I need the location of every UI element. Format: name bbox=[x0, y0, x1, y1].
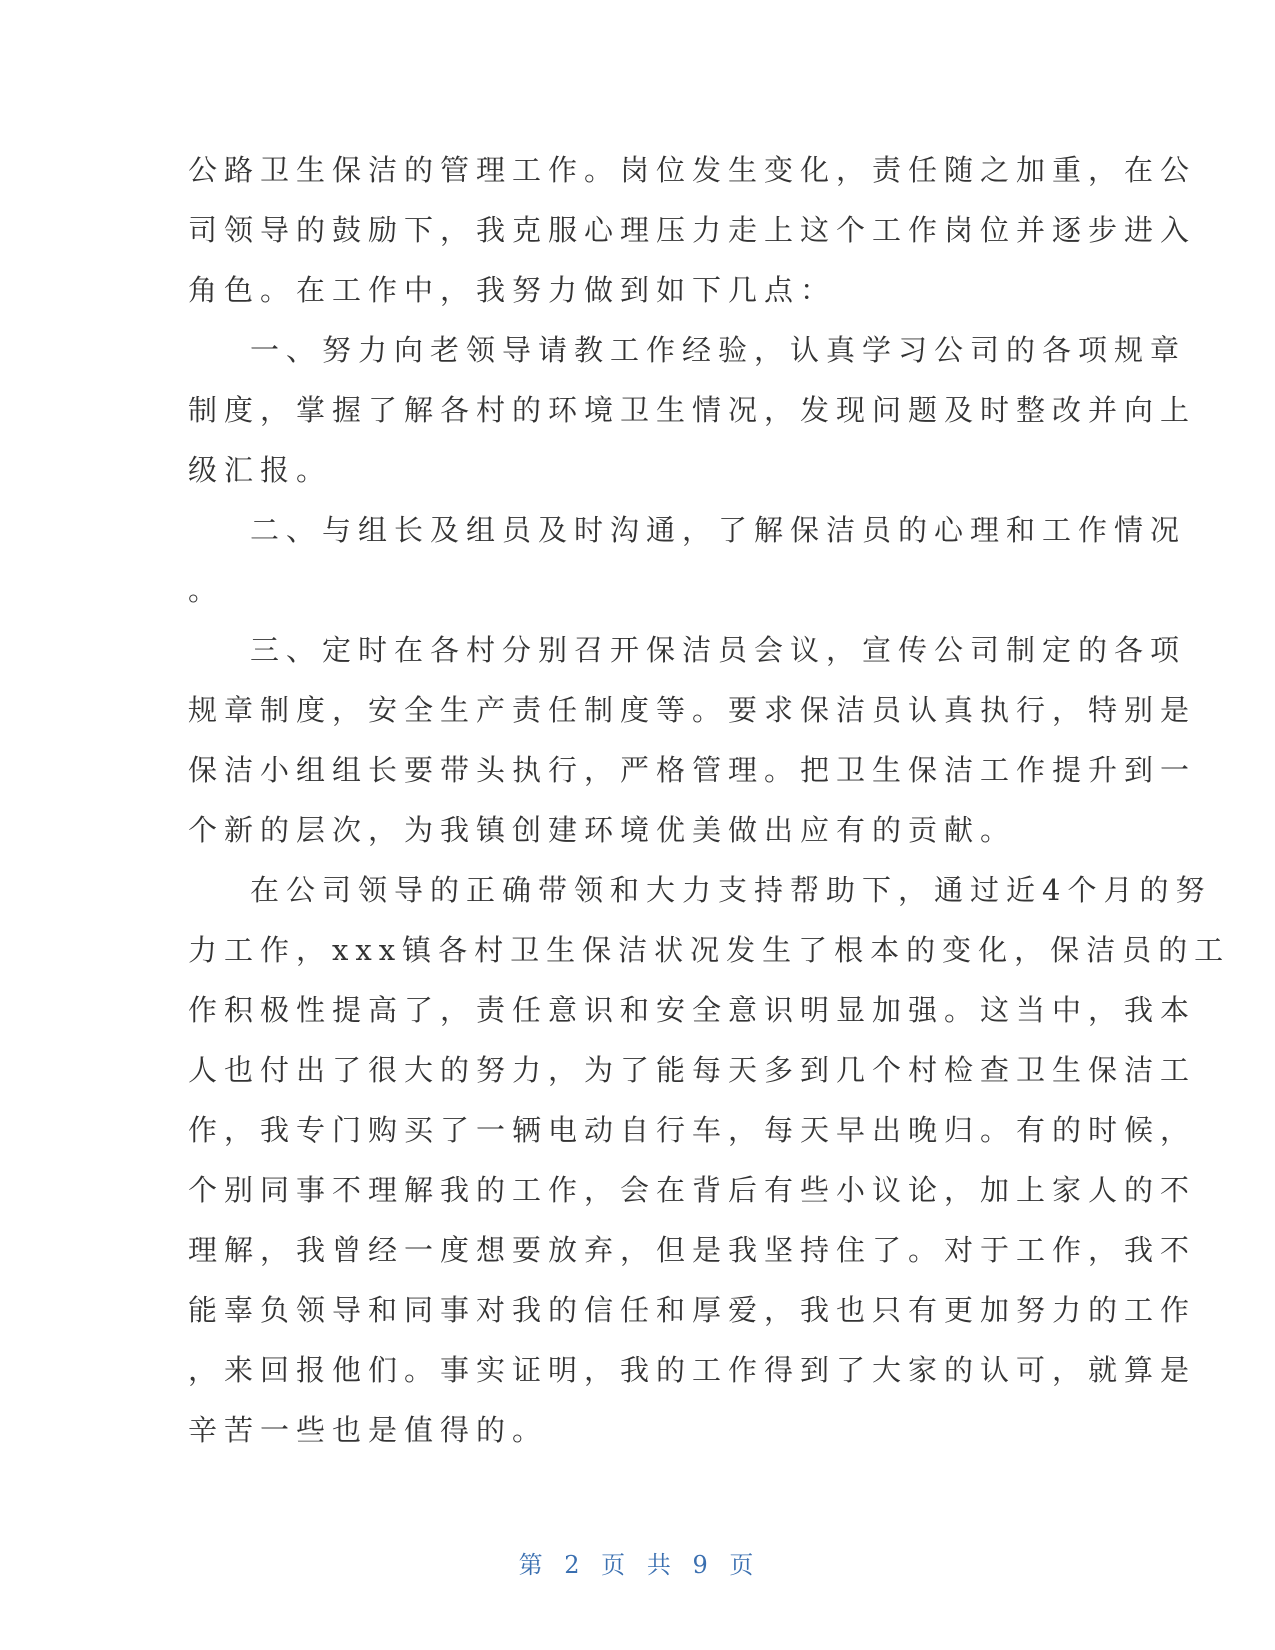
footer-prefix: 第 bbox=[518, 1551, 546, 1579]
text-line: 辛苦一些也是值得的。 bbox=[188, 1413, 549, 1447]
text-line: 人也付出了很大的努力，为了能每天多到几个村检查卫生保洁工 bbox=[188, 1053, 1197, 1087]
footer-page-word: 页 bbox=[601, 1551, 629, 1579]
text-line: 公路卫生保洁的管理工作。岗位发生变化，责任随之加重，在公 bbox=[188, 153, 1197, 187]
text-line: 作，我专门购买了一辆电动自行车，每天早出晚归。有的时候， bbox=[188, 1113, 1197, 1147]
text-line: 。 bbox=[188, 573, 225, 607]
text-line: 个别同事不理解我的工作，会在背后有些小议论，加上家人的不 bbox=[188, 1173, 1197, 1207]
text-line: 规章制度，安全生产责任制度等。要求保洁员认真执行，特别是 bbox=[188, 693, 1197, 727]
text-line: 保洁小组组长要带头执行，严格管理。把卫生保洁工作提升到一 bbox=[188, 753, 1197, 787]
footer-current-page: 2 bbox=[564, 1551, 583, 1579]
text-line: ，来回报他们。事实证明，我的工作得到了大家的认可，就算是 bbox=[188, 1353, 1197, 1387]
text-line: 在公司领导的正确带领和大力支持帮助下，通过近4个月的努 bbox=[250, 873, 1212, 907]
text-line: 理解，我曾经一度想要放弃，但是我坚持住了。对于工作，我不 bbox=[188, 1233, 1197, 1267]
footer-total-pages: 9 bbox=[692, 1551, 711, 1579]
page-footer bbox=[0, 1545, 1275, 1580]
text-line: 力工作，xxx镇各村卫生保洁状况发生了根本的变化，保洁员的工 bbox=[188, 933, 1231, 967]
document-body bbox=[188, 140, 1231, 1460]
text-line: 制度，掌握了解各村的环境卫生情况，发现问题及时整改并向上 bbox=[188, 393, 1197, 427]
text-line: 角色。在工作中，我努力做到如下几点： bbox=[188, 273, 837, 307]
text-line: 作积极性提高了，责任意识和安全意识明显加强。这当中，我本 bbox=[188, 993, 1197, 1027]
text-line: 能辜负领导和同事对我的信任和厚爱，我也只有更加努力的工作 bbox=[188, 1293, 1197, 1327]
text-line: 级汇报。 bbox=[188, 453, 333, 487]
text-line: 司领导的鼓励下，我克服心理压力走上这个工作岗位并逐步进入 bbox=[188, 213, 1197, 247]
text-line: 二、与组长及组员及时沟通，了解保洁员的心理和工作情况 bbox=[250, 513, 1187, 547]
text-line: 个新的层次，为我镇创建环境优美做出应有的贡献。 bbox=[188, 813, 1017, 847]
text-line: 三、定时在各村分别召开保洁员会议，宣传公司制定的各项 bbox=[250, 633, 1187, 667]
text-line: 一、努力向老领导请教工作经验，认真学习公司的各项规章 bbox=[250, 333, 1187, 367]
footer-suffix: 页 bbox=[729, 1551, 757, 1579]
footer-total-word: 共 bbox=[646, 1551, 674, 1579]
